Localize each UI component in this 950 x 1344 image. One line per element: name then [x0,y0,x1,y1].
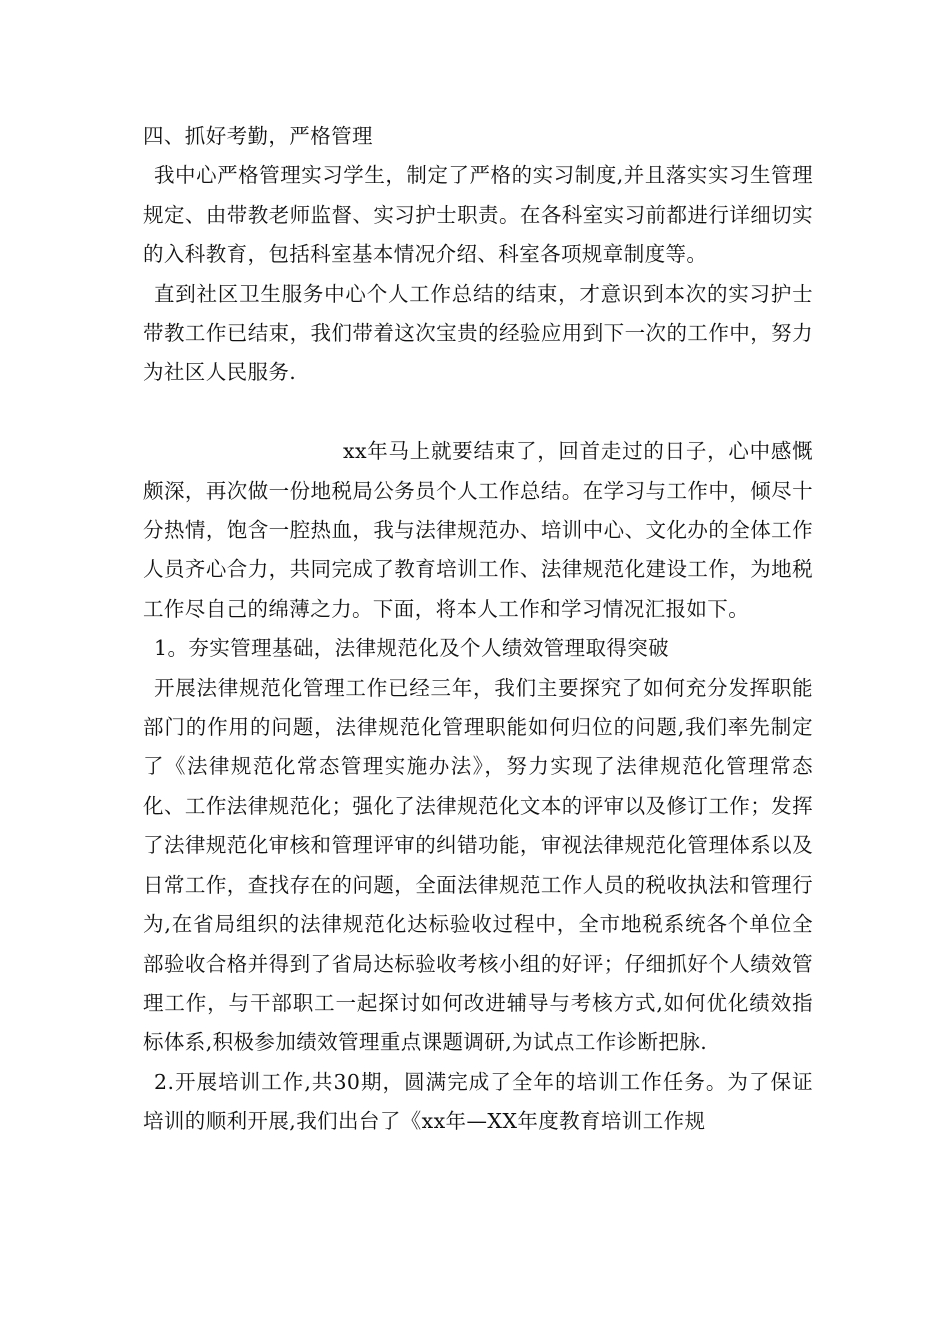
paragraph-training-work: 2.开展培训工作,共30期，圆满完成了全年的培训工作任务。为了保证培训的顺利开展,我们出台了《xx年—XX年度教育培训工作规 [143,1069,813,1134]
document-body [143,117,813,1142]
paragraph-legal-standardization: 开展法律规范化管理工作已经三年，我们主要探究了如何充分发挥职能部门的作用的问题，法律规范化管理职能如何归位的问题,我们率先制定了《法律规范化常态管理实施办法》，努力实现了法律规范化管理常态化、工作法律规范化；强化了法律规范化文本的评审以及修订工作；发挥了法律规范化审核和管理评审的纠错功能，审视法律规范化管理体系以及日常工作，查找存在的问题，全面法律规范工作人员的税收执法和管理行为,在省局组织的法律规范化达标验收过程中，全市地税系统各个单位全部验收合格并得到了省局达标验收考核小组的好评；仔细抓好个人绩效管理工作，与干部职工一起探讨如何改进辅导与考核方式,如何优化绩效指标体系,积极参加绩效管理重点课题调研,为试点工作诊断把脉. [143,675,813,1055]
paragraph-intern-management: 我中心严格管理实习学生，制定了严格的实习制度,并且落实实习生管理规定、由带教老师监督、实习护士职责。在各科室实习前都进行详细切实的入科教育，包括科室基本情况介绍、科室各项规章制度等。 [143,163,813,267]
paragraph-summary-conclusion: 直到社区卫生服务中心个人工作总结的结束，才意识到本次的实习护士带教工作已结束，我们带着这次宝贵的经验应用到下一次的工作中，努力为社区人民服务. [143,281,813,385]
section-heading-legal-basis: 1。夯实管理基础，法律规范化及个人绩效管理取得突破 [154,636,670,661]
section-heading-attendance: 四、抓好考勤，严格管理 [143,124,373,148]
blank-line [143,393,813,432]
paragraph-year-intro: xx年马上就要结束了，回首走过的日子，心中感慨颇深，再次做一份地税局公务员个人工作总结。在学习与工作中，倾尽十分热情，饱含一腔热血，我与法律规范办、培训中心、文化办的全体工作人员齐心合力，共同完成了教育培训工作、法律规范化建设工作，为地税工作尽自己的绵薄之力。下面，将本人工作和学习情况汇报如下。 [143,439,813,621]
